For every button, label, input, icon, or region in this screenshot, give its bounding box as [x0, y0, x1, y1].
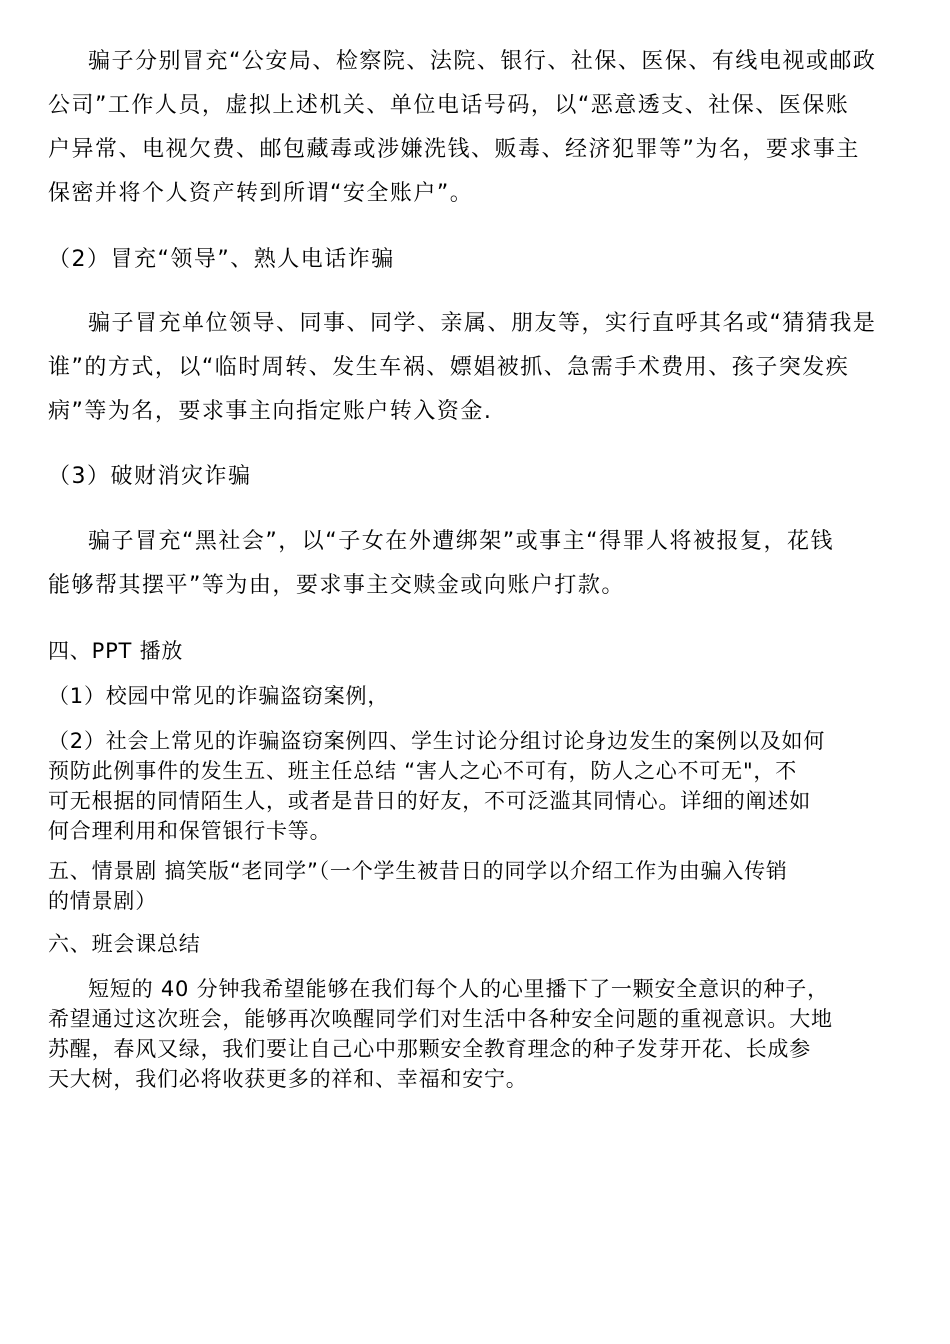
paragraph-class-summary: 短短的 40 分钟我希望能够在我们每个人的心里播下了一颗安全意识的种子， 希望通过这次班会，能够再次唤醒同学们对生活中各种安全问题的重视意识。大地 苏醒，春风又绿，我们要让自己心中那颗安全教育理念的种子发芽开花、长成参 天大树，我们必将收获更多的祥和、幸福和安宁。	[48, 977, 833, 1091]
paragraph-impersonate-agencies: 骗子分别冒充“公安局、检察院、法院、银行、社保、医保、有线电视或邮政 公司”工作人员，虚拟上述机关、单位电话号码，以“恶意透支、社保、医保账 户异常、电视欠费、邮包藏毒或涉嫌洗钱、贩毒、经济犯罪等”为名，要求事主 保密并将个人资产转到所谓“安全账户”。	[48, 49, 877, 206]
paragraph-leader-acquaintance: 骗子冒充单位领导、同事、同学、亲属、朋友等，实行直呼其名或“猜猜我是 谁”的方式，以“临时周转、发生车祸、嫖娼被抓、急需手术费用、孩子突发疾 病”等为名，要求事主向指定账户转入资金.	[48, 311, 877, 424]
heading-disaster-scam: （3）破财消灾诈骗	[48, 464, 252, 489]
list-item-society-cases: （2）社会上常见的诈骗盗窃案例四、学生讨论分组讨论身边发生的案例以及如何 预防此例事件的发生五、班主任总结 “害人之心不可有，防人之心不可无"，不 可无根据的同情陌生人，或者是昔日的好友，不可泛滥其同情心。详细的阐述如 何合理利用和保管银行卡等。	[48, 729, 826, 843]
list-item-campus-cases: （1）校园中常见的诈骗盗窃案例，	[48, 684, 390, 708]
section-sketch-play: 五、情景剧 搞笑版“老同学”（一个学生被昔日的同学以介绍工作为由骗入传销 的情景剧）	[48, 859, 788, 913]
section-ppt-title: 四、PPT 播放	[48, 639, 184, 663]
section-summary-title: 六、班会课总结	[48, 932, 201, 956]
paragraph-disaster-scam: 骗子冒充“黑社会”，以“子女在外遭绑架”或事主“得罪人将被报复，花钱 能够帮其摆平”等为由，要求事主交赎金或向账户打款。	[48, 529, 834, 598]
heading-impersonate-leader: （2）冒充“领导”、熟人电话诈骗	[48, 247, 395, 272]
